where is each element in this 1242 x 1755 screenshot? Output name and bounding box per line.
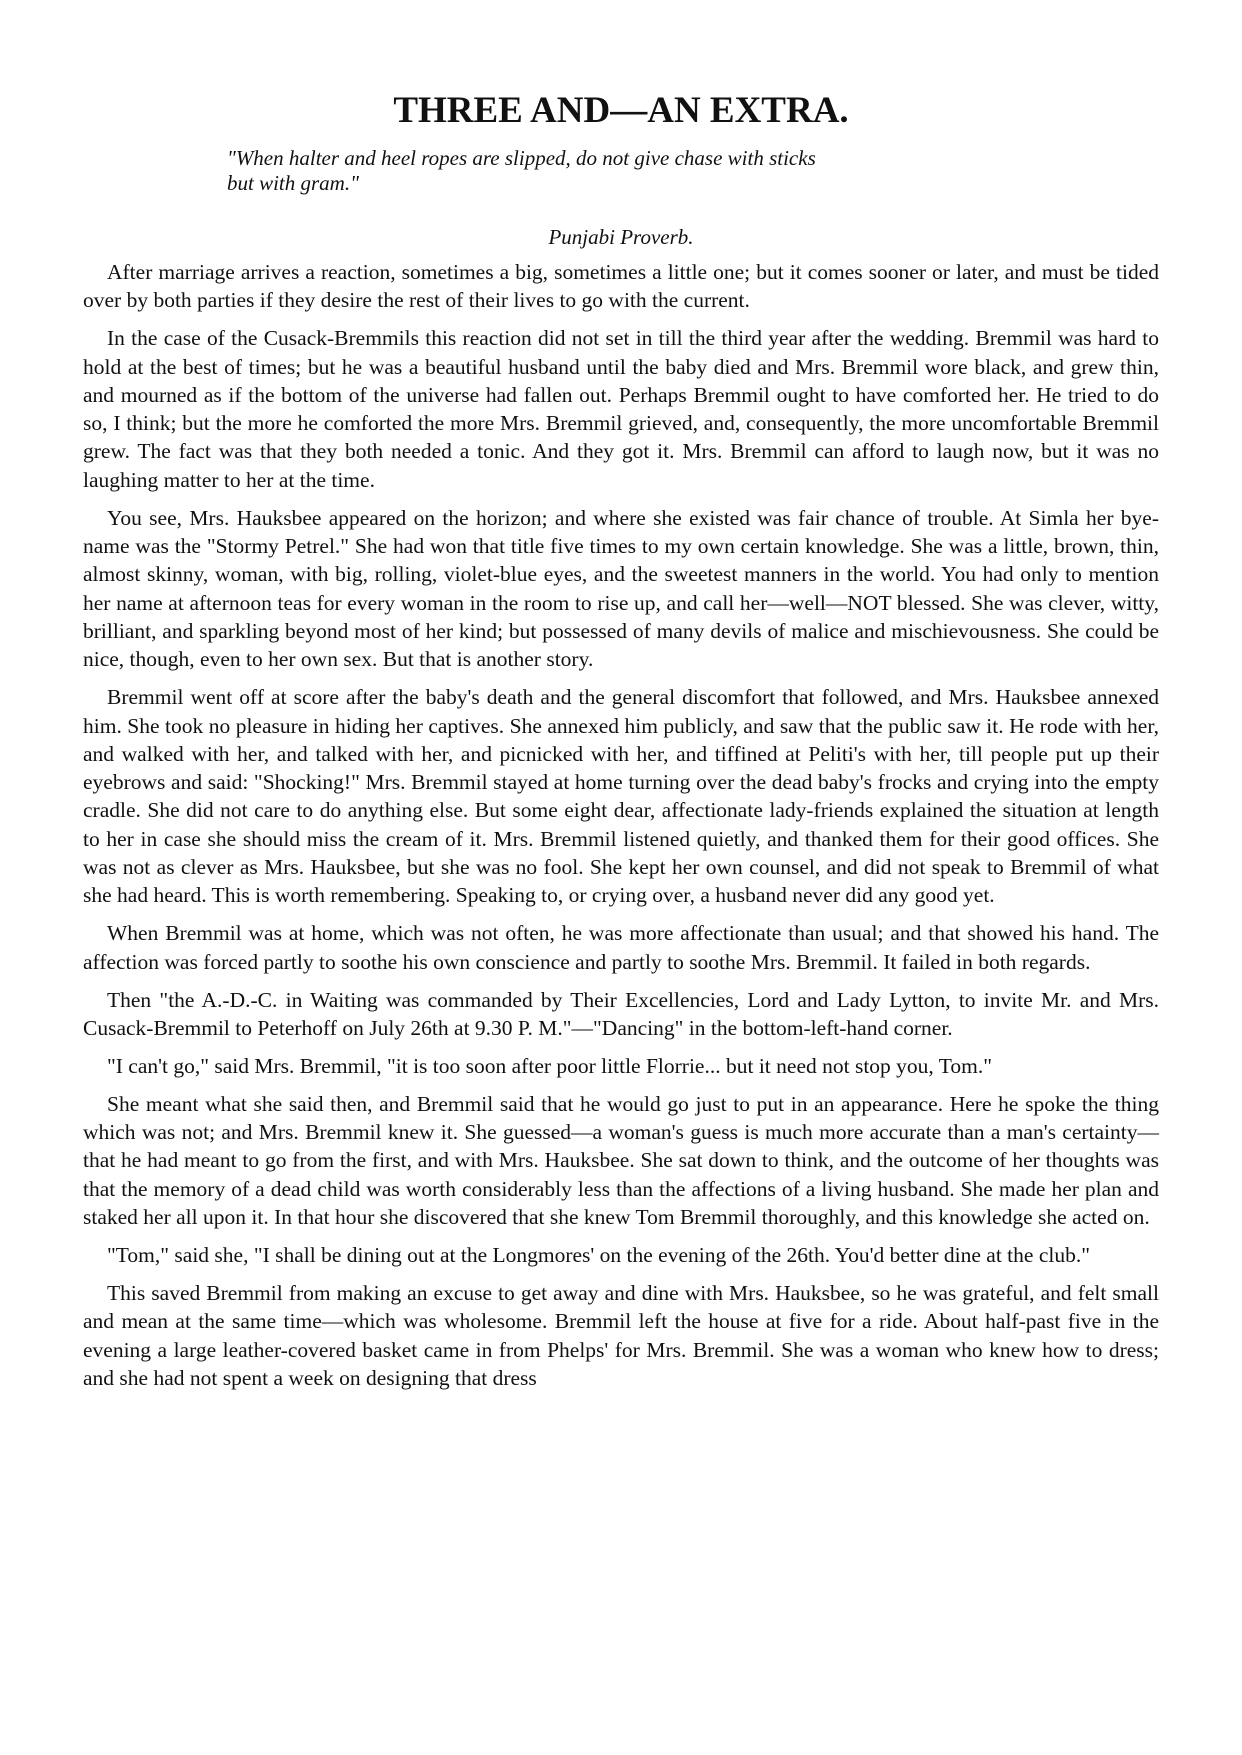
paragraph: "I can't go," said Mrs. Bremmil, "it is too soon after poor little Florrie... but it need not stop you, Tom." [107, 1053, 993, 1078]
paragraph: Bremmil went off at score after the baby's death and the general discomfort that followed, and Mrs. Hauksbee annexed him. She took no pleasure in hiding her captives. She annexed him publicly, and saw that the public saw it. He rode with her, and walked with her, and talked with her, and picnicked with her, and tiffined at Peliti's with her, till people put up their eyebrows and said: "Shocking!" Mrs. Bremmil stayed at home turning over the dead baby's frocks and crying into the empty cradle. She did not care to do anything else. But some eight dear, affectionate lady-friends explained the situation at length to her in case she should miss the cream of it. Mrs. Bremmil listened quietly, and thanked them for their good offices. She was not as clever as Mrs. Hauksbee, but she was no fool. She kept her own counsel, and did not speak to Bremmil of what she had heard. This is worth remembering. Speaking to, or crying over, a husband never did any good yet. [83, 685, 1159, 908]
epigraph-quote: "When halter and heel ropes are slipped, do not give chase with sticks but with gram." [227, 146, 816, 195]
paragraph: Then "the A.-D.-C. in Waiting was commanded by Their Excellencies, Lord and Lady Lytton, to invite Mr. and Mrs. Cusack-Bremmil to Peterhoff on July 26th at 9.30 P. M."—"Dancing" in the bottom-left-hand corner. [83, 987, 1159, 1040]
paragraph: After marriage arrives a reaction, sometimes a big, sometimes a little one; but it comes sooner or later, and must be tided over by both parties if they desire the rest of their lives to go with the current. [83, 260, 1159, 313]
story-body [83, 258, 1159, 1402]
paragraph: When Bremmil was at home, which was not often, he was more affectionate than usual; and that showed his hand. The affection was forced partly to soothe his own conscience and partly to soothe Mrs. Bremmil. It failed in both regards. [83, 921, 1159, 974]
paragraph: "Tom," said she, "I shall be dining out at the Longmores' on the evening of the 26th. You'd better dine at the club." [107, 1243, 1090, 1267]
paragraph: This saved Bremmil from making an excuse to get away and dine with Mrs. Hauksbee, so he was grateful, and felt small and mean at the same time—which was wholesome. Bremmil left the house at five for a ride. About half-past five in the evening a large leather-covered basket came in from Phelps' for Mrs. Bremmil. She was a woman who knew how to dress; and she had not spent a week on designing that dress [83, 1280, 1159, 1390]
paragraph: She meant what she said then, and Bremmil said that he would go just to put in an appearance. Here he spoke the thing which was not; and Mrs. Bremmil knew it. She guessed—a woman's guess is much more accurate than a man's certainty—that he had meant to go from the first, and with Mrs. Hauksbee. She sat down to think, and the outcome of her thoughts was that the memory of a dead child was worth considerably less than the affections of a living husband. She made her plan and staked her all upon it. In that hour she discovered that she knew Tom Bremmil thoroughly, and this knowledge she acted on. [83, 1091, 1159, 1230]
epigraph-attribution: Punjabi Proverb. [548, 225, 694, 249]
paragraph: You see, Mrs. Hauksbee appeared on the horizon; and where she existed was fair chance of trouble. At Simla her bye-name was the "Stormy Petrel." She had won that title five times to my own certain knowledge. She was a little, brown, thin, almost skinny, woman, with big, rolling, violet-blue eyes, and the sweetest manners in the world. You had only to mention her name at afternoon teas for every woman in the room to rise up, and call her—well—NOT blessed. She was clever, witty, brilliant, and sparkling beyond most of her kind; but possessed of many devils of malice and mischievousness. She could be nice, though, even to her own sex. But that is another story. [83, 505, 1159, 672]
chapter-title: THREE AND—AN EXTRA. [393, 90, 849, 131]
paragraph: In the case of the Cusack-Bremmils this reaction did not set in till the third year after the wedding. Bremmil was hard to hold at the best of times; but he was a beautiful husband until the baby died and Mrs. Bremmil wore black, and grew thin, and mourned as if the bottom of the universe had fallen out. Perhaps Bremmil ought to have comforted her. He tried to do so, I think; but the more he comforted the more Mrs. Bremmil grieved, and, consequently, the more uncomfortable Bremmil grew. The fact was that they both needed a tonic. And they got it. Mrs. Bremmil can afford to laugh now, but it was no laughing matter to her at the time. [83, 326, 1159, 492]
